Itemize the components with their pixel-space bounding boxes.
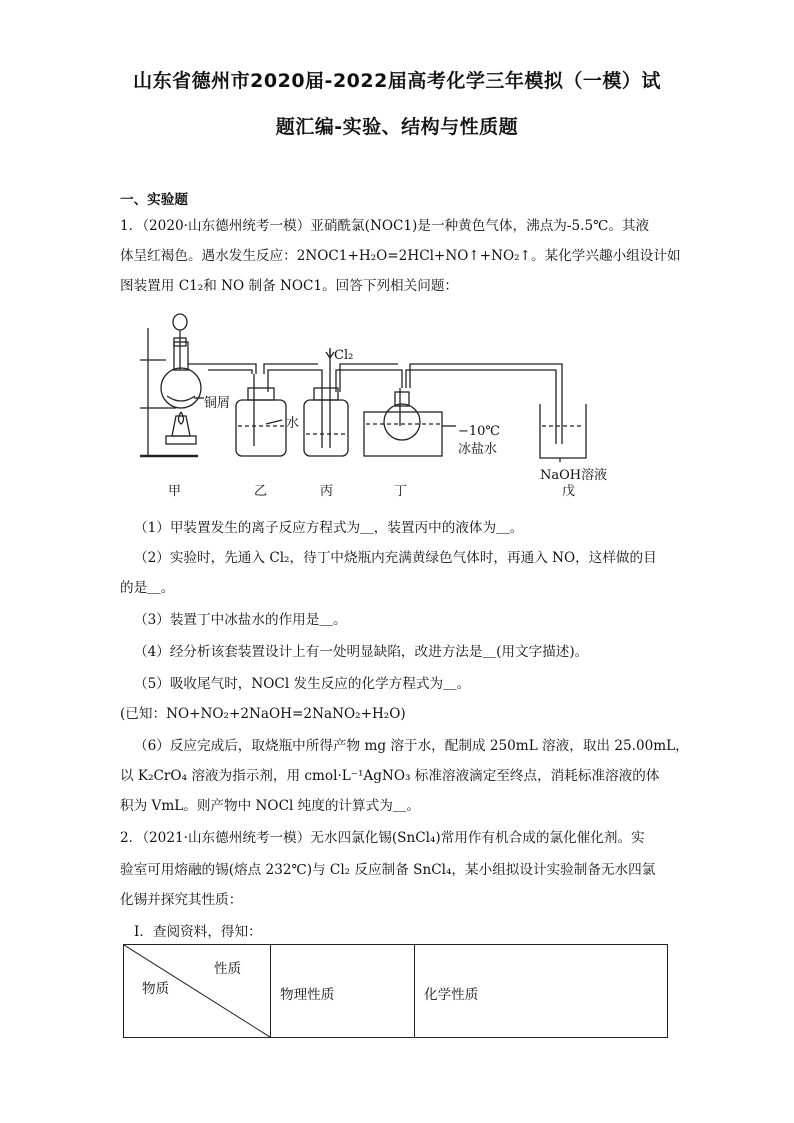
q2-subheading: Ⅰ．查阅资料，得知： (134, 924, 262, 940)
q1-known-note: (已知：NO+NO₂+2NaOH=2NaNO₂+H₂O) (120, 706, 406, 722)
q2-line3: 化锡并探究其性质： (120, 892, 243, 908)
beaker (540, 404, 586, 458)
tube-a-inner (208, 370, 252, 374)
label-temperature: −10℃ (458, 424, 500, 439)
flask-ding (384, 404, 420, 440)
label-yi: 乙 (254, 484, 268, 499)
label-jia: 甲 (168, 484, 182, 499)
properties-table (123, 944, 668, 1038)
bottle-bing-neck (314, 388, 338, 400)
page-title-line2: 题汇编-实验、结构与性质题 (275, 116, 519, 138)
label-ding: 丁 (394, 484, 408, 499)
flask-body (161, 368, 201, 408)
burner (172, 416, 190, 436)
funnel-bulb (173, 314, 187, 330)
leader-water (266, 420, 282, 424)
q1-part6-line2: 以 K₂CrO₄ 溶液为指示剂，用 cmol·L⁻¹AgNO₃ 标准溶液滴定至终点，消耗标准溶液的体 (120, 768, 660, 784)
label-naoh: NaOH溶液 (540, 468, 608, 483)
tube-a (206, 364, 256, 374)
tube-c-outer (340, 364, 398, 392)
label-water: 水 (286, 416, 300, 431)
table-corner-cell (124, 945, 271, 1037)
label-ice-salt-water: 冰盐水 (458, 442, 498, 457)
corner-top-label: 性质 (214, 961, 242, 977)
bottle-yi-neck (248, 388, 274, 400)
q1-line2: 体呈红褐色。遇水发生反应：2NOC1+H₂O=2HCl+NO↑+NO₂↑。某化学兴趣小组设计如 (120, 248, 681, 264)
apparatus-figure (136, 308, 616, 500)
q1-line3: 图装置用 C1₂和 NO 制备 NOC1。回答下列相关问题： (120, 278, 459, 294)
q1-part4: （4）经分析该套装置设计上有一处明显缺陷，改进方法是＿(用文字描述)。 (134, 644, 589, 660)
tube-b-outer (264, 364, 318, 374)
q2-line2: 验室可用熔融的锡(熔点 232℃)与 Cl₂ 反应制备 SnCl₄，某小组拟设计实验制备无水四氯 (120, 862, 656, 878)
flame (179, 412, 184, 424)
corner-bottom-label: 物质 (142, 981, 170, 997)
q1-part6-line3: 积为 VmL。则产物中 NOCl 纯度的计算式为＿。 (120, 798, 420, 814)
burner-base (166, 436, 196, 444)
page-title-line1: 山东省德州市2020届-2022届高考化学三年模拟（一模）试 (133, 70, 661, 92)
bottle-bing (304, 400, 348, 456)
q1-part6-line1: （6）反应完成后，取烧瓶中所得产物 mg 溶于水，配制成 250mL 溶液，取出 25.00mL， (134, 738, 689, 754)
label-bing: 丙 (320, 484, 334, 499)
label-wu: 戊 (562, 484, 576, 499)
tube-c (336, 370, 402, 392)
bottle-yi (236, 400, 286, 456)
label-copper: 铜屑 (204, 396, 231, 411)
q1-part2-line2: 的是＿。 (120, 580, 175, 596)
q1-part2-line1: （2）实验时，先通入 Cl₂，待丁中烧瓶内充满黄绿色气体时，再通入 NO，这样做的目 (134, 550, 657, 566)
q1-part1: （1）甲装置发生的离子反应方程式为＿，装置丙中的液体为＿。 (134, 520, 524, 536)
q1-line1: 1．（2020·山东德州统考一模）亚硝酰氯(NOC1)是一种黄色气体，沸点为-5.5℃。其液 (120, 218, 650, 234)
trough (364, 412, 442, 456)
table-header-physical (270, 945, 415, 1037)
q1-part3: （3）装置丁中冰盐水的作用是＿。 (134, 612, 347, 628)
q2-line1: 2．（2021·山东德州统考一模）无水四氯化锡(SnCl₄)常用作有机合成的氯化催化剂。实 (120, 830, 645, 846)
label-cl2: Cl₂ (334, 348, 354, 363)
q1-part5: （5）吸收尾气时，NOCl 发生反应的化学方程式为＿。 (134, 676, 471, 692)
header-chemical-label: 化学性质 (424, 987, 479, 1003)
header-physical-label: 物理性质 (280, 987, 335, 1003)
section-heading: 一、实验题 (120, 192, 188, 208)
copper-layer (167, 396, 195, 401)
